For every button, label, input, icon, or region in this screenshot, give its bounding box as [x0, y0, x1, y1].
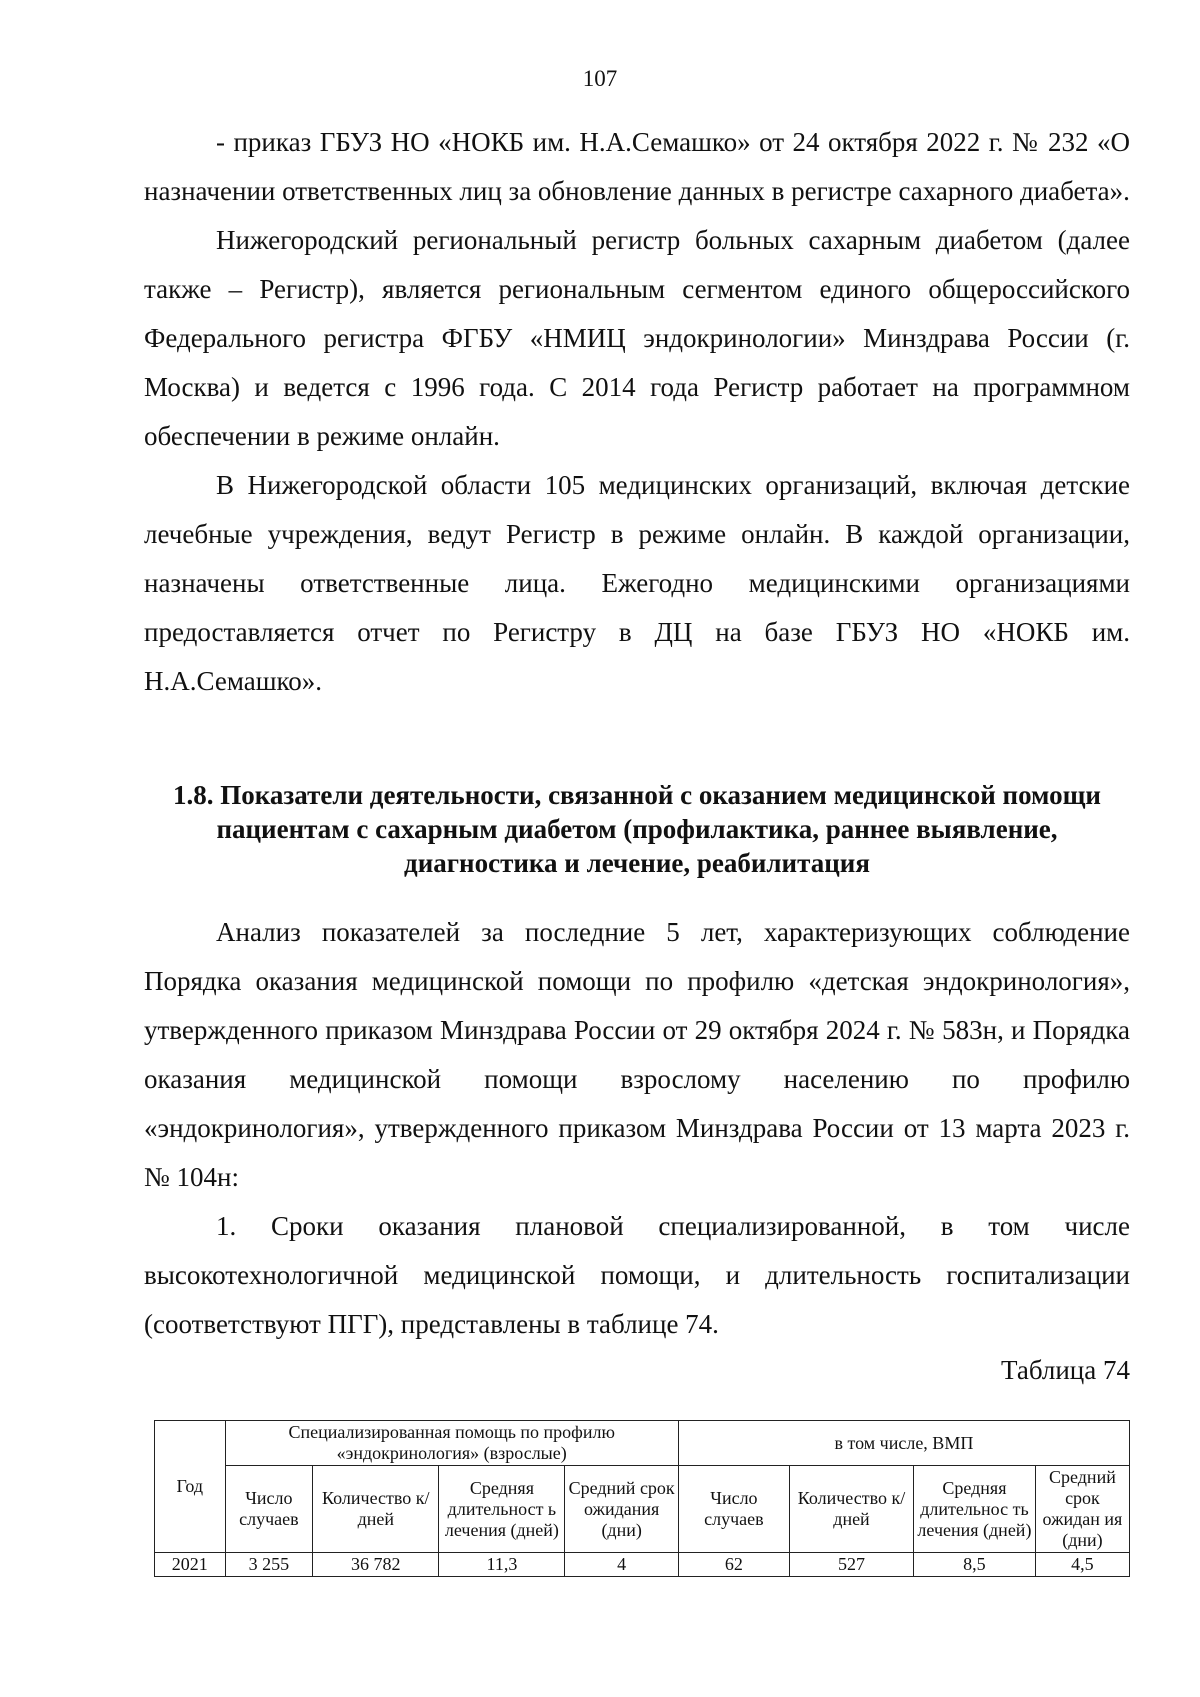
cell-vmp-avg-wait: 4,5	[1035, 1553, 1129, 1577]
table-row	[155, 1553, 1130, 1577]
header-vmp-avg-wait: Средний срок ожидан ия (дни)	[1035, 1466, 1129, 1553]
data-table	[154, 1420, 1130, 1577]
table-caption: Таблица 74	[1001, 1355, 1130, 1385]
section-heading	[144, 778, 1130, 880]
cell-cases: 3 255	[225, 1553, 313, 1577]
header-group-specialized: Специализированная помощь по профилю «эндокринология» (взрослые)	[225, 1421, 678, 1466]
paragraph-item-1: 1. Сроки оказания плановой специализированной, в том числе высокотехнологичной медицинской помощи, и длительность госпитализации (соответствуют ПГГ), представлены в таблице 74.	[144, 1211, 1130, 1339]
section-heading-line-2: пациентам с сахарным диабетом (профилактика, раннее выявление,	[216, 814, 1058, 844]
section-heading-line-3: диагностика и лечение, реабилитация	[404, 848, 870, 878]
section-heading-line-1: 1.8. Показатели деятельности, связанной с оказанием медицинской помощи	[173, 780, 1101, 810]
cell-bed-days: 36 782	[313, 1553, 439, 1577]
paragraph-order-reference: - приказ ГБУЗ НО «НОКБ им. Н.А.Семашко» от 24 октября 2022 г. № 232 «О назначении ответственных лиц за обновление данных в регистре сахарного диабета».	[144, 127, 1130, 206]
header-vmp-avg-duration: Средняя длительнос ть лечения (дней)	[914, 1466, 1036, 1553]
header-vmp-bed-days: Количество к/дней	[790, 1466, 914, 1553]
cell-avg-wait: 4	[565, 1553, 678, 1577]
cell-vmp-avg-duration: 8,5	[914, 1553, 1036, 1577]
cell-avg-duration: 11,3	[439, 1553, 565, 1577]
page-number: 107	[582, 66, 618, 91]
header-bed-days: Количество к/дней	[313, 1466, 439, 1553]
header-cases: Число случаев	[225, 1466, 313, 1553]
header-group-vmp: в том числе, ВМП	[678, 1421, 1129, 1466]
cell-year: 2021	[155, 1553, 226, 1577]
header-year: Год	[155, 1421, 226, 1553]
header-avg-duration: Средняя длительност ь лечения (дней)	[439, 1466, 565, 1553]
paragraph-register-description: Нижегородский региональный регистр больных сахарным диабетом (далее также – Регистр), является региональным сегментом единого общероссийского Федерального регистра ФГБУ «НМИЦ эндокринологии» Минздрава России (г. Москва) и ведется с 1996 года. С 2014 года Регистр работает на программном обеспечении в режиме онлайн.	[144, 225, 1130, 451]
header-vmp-cases: Число случаев	[678, 1466, 789, 1553]
paragraph-analysis: Анализ показателей за последние 5 лет, характеризующих соблюдение Порядка оказания медицинской помощи по профилю «детская эндокринология», утвержденного приказом Минздрава России от 29 октября 2024 г. № 583н, и Порядка оказания медицинской помощи взрослому населению по профилю «эндокринология», утвержденного приказом Минздрава России от 13 марта 2023 г. № 104н:	[144, 917, 1130, 1192]
document-body	[144, 118, 1130, 1387]
cell-vmp-bed-days: 527	[790, 1553, 914, 1577]
cell-vmp-cases: 62	[678, 1553, 789, 1577]
paragraph-register-organizations: В Нижегородской области 105 медицинских организаций, включая детские лечебные учреждения, ведут Регистр в режиме онлайн. В каждой организации, назначены ответственные лица. Ежегодно медицинскими организациями предоставляется отчет по Регистру в ДЦ на базе ГБУЗ НО «НОКБ им. Н.А.Семашко».	[144, 470, 1130, 696]
header-avg-wait: Средний срок ожидания (дни)	[565, 1466, 678, 1553]
